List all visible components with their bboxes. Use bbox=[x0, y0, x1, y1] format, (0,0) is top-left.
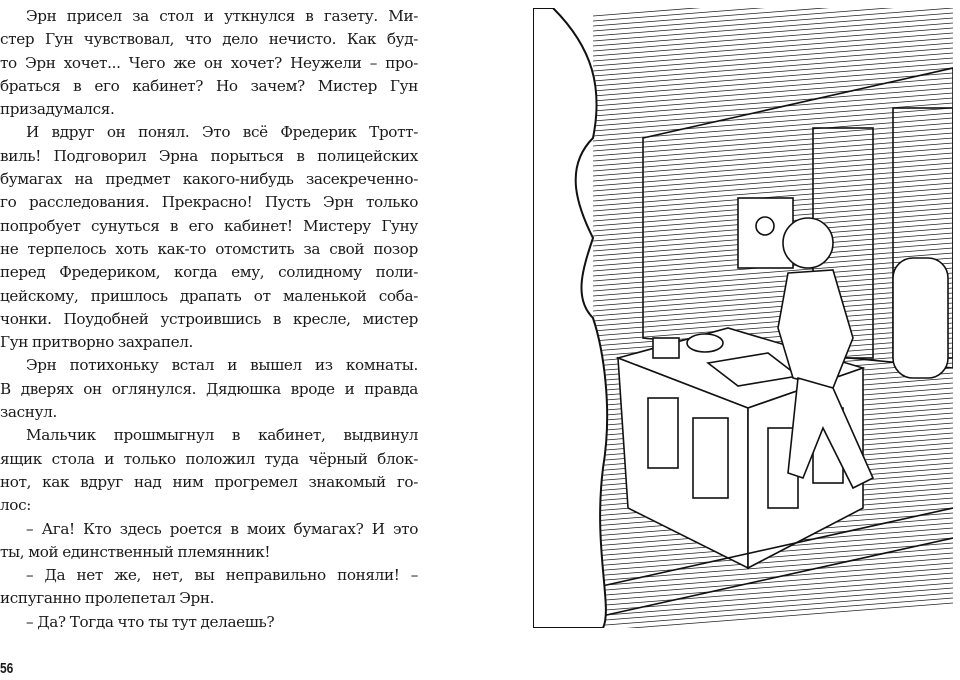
text-line: не терпелось хоть как-то отомстить за свой позор bbox=[0, 239, 418, 258]
text-line: бумагах на предмет какого-нибудь засекреченно- bbox=[0, 170, 418, 189]
text-line: – Да нет же, нет, вы неправильно поняли! – bbox=[26, 566, 418, 585]
text-line: попробует сунуться в его кабинет! Мистеру Гуну bbox=[0, 216, 418, 235]
text-line: – Ага! Кто здесь роется в моих бумагах? И это bbox=[26, 519, 418, 538]
text-line: перед Фредериком, когда ему, солидному поли- bbox=[0, 263, 418, 282]
text-line: В дверях он оглянулся. Дядюшка вроде и правда bbox=[0, 379, 418, 398]
text-line: – Да? Тогда что ты тут делаешь? bbox=[26, 612, 275, 631]
text-line: виль! Подговорил Эрна порыться в полицейских bbox=[0, 146, 418, 165]
page-number: 56 bbox=[0, 660, 14, 677]
text-line: Эрн присел за стол и уткнулся в газету. Ми- bbox=[26, 7, 418, 25]
text-line: заснул. bbox=[0, 403, 57, 422]
text-line: ящик стола и только положил туда чёрный блок- bbox=[0, 449, 418, 468]
hatch-line bbox=[593, 8, 953, 21]
text-line: цейскому, пришлось драпать от маленькой соба- bbox=[0, 286, 418, 305]
text-line: го расследования. Прекрасно! Пусть Эрн только bbox=[0, 193, 418, 212]
text-line: И вдруг он понял. Это всё Фредерик Тротт- bbox=[26, 123, 418, 142]
text-line: стер Гун чувствовал, что дело нечисто. Как буд- bbox=[0, 30, 418, 49]
text-line: лос: bbox=[0, 496, 32, 515]
body-text bbox=[0, 5, 418, 634]
text-line: браться в его кабинет? Но зачем? Мистер Гун bbox=[0, 76, 418, 95]
text-line: испуганно пролепетал Эрн. bbox=[0, 589, 215, 608]
text-line: Мальчик прошмыгнул в кабинет, выдвинул bbox=[26, 426, 418, 445]
text-line: призадумался. bbox=[0, 100, 115, 119]
text-line: Гун притворно захрапел. bbox=[0, 333, 194, 352]
text-line: ты, мой единственный племянник! bbox=[0, 542, 271, 561]
text-line: Эрн потихоньку встал и вышел из комнаты. bbox=[26, 356, 418, 375]
illustration-boy-at-desk bbox=[533, 8, 953, 628]
text-line: нот, как вдруг над ним прогремел знакомый го- bbox=[0, 472, 418, 491]
text-line: то Эрн хочет... Чего же он хочет? Неужели – про- bbox=[0, 53, 418, 72]
text-line: чонки. Поудобней устроившись в кресле, мистер bbox=[0, 309, 418, 328]
